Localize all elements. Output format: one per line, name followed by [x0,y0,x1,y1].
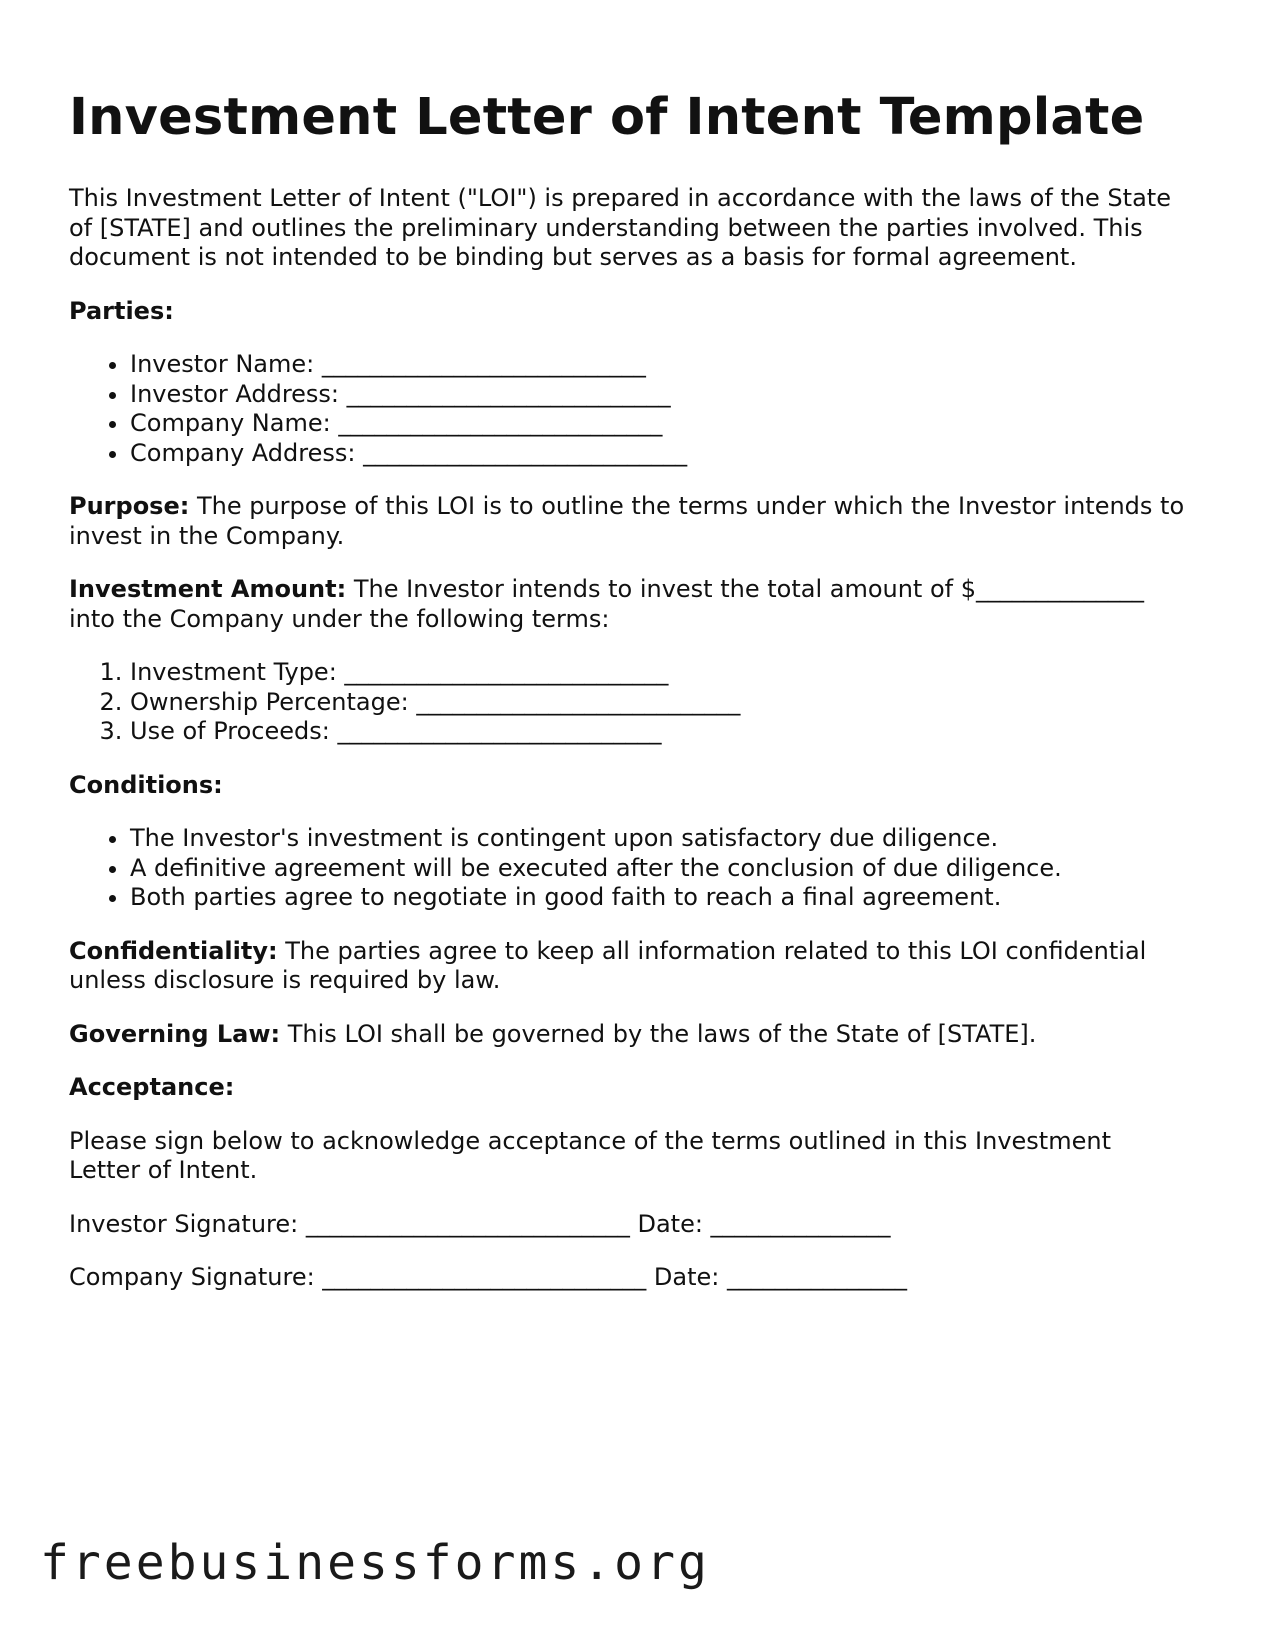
document-page [69,84,1189,1293]
intro-paragraph: This Investment Letter of Intent ("LOI") is prepared in accordance with the laws of the State of [STATE] and outlines the preliminary understanding between the parties involved. This document is not intended to be binding but serves as a basis for formal agreement. [69,184,1171,271]
list-item-company-name: • Company Name: ___________________________ [130,409,1189,439]
investment-terms-list [69,658,1189,747]
acceptance-paragraph: Please sign below to acknowledge acceptance of the terms outlined in this Investment Letter of Intent. [69,1126,1111,1184]
governing-law-paragraph [69,1020,1189,1050]
parties-list [69,350,1189,468]
document-title: Investment Letter of Intent Template [69,88,1145,147]
governing-law-lead: Governing Law: [69,1019,281,1048]
site-watermark: freebusinessforms.org [40,1535,710,1591]
confidentiality-text: The parties agree to keep all information related to this LOI confidential unless disclosure is required by law. [69,936,1147,994]
investment-amount-paragraph [69,575,1189,634]
investment-amount-lead: Investment Amount: [69,575,347,603]
list-item-investor-address: • Investor Address: ___________________________ [130,380,1189,410]
list-item-company-address: • Company Address: ___________________________ [130,439,1189,469]
investment-amount-text: The Investor intends to invest the total amount of $______________ into the Company under the following terms: [69,575,1144,633]
company-signature-line: Company Signature: ___________________________ Date: _______________ [69,1263,908,1291]
conditions-list [69,824,1189,913]
list-item-investment-type: 1. Investment Type: ___________________________ [130,658,1189,688]
investor-signature-line: Investor Signature: ___________________________ Date: _______________ [69,1209,891,1238]
parties-heading: Parties: [69,296,174,325]
confidentiality-paragraph [69,937,1189,996]
purpose-paragraph [69,492,1189,551]
list-item-use-of-proceeds: 3. Use of Proceeds: ___________________________ [130,717,1189,747]
confidentiality-lead: Confidentiality: [69,936,278,965]
conditions-heading: Conditions: [69,770,223,799]
list-item-condition-due-diligence: • The Investor's investment is contingent upon satisfactory due diligence. [130,824,1189,854]
governing-law-text: This LOI shall be governed by the laws of the State of [STATE]. [280,1019,1037,1048]
list-item-condition-definitive-agreement: • A definitive agreement will be executed after the conclusion of due diligence. [130,854,1189,884]
list-item-condition-good-faith: • Both parties agree to negotiate in good faith to reach a final agreement. [130,883,1189,913]
list-item-investor-name: • Investor Name: ___________________________ [130,350,1189,380]
purpose-lead: Purpose: [69,492,190,520]
purpose-text: The purpose of this LOI is to outline the terms under which the Investor intends to invest in the Company. [69,492,1185,550]
list-item-ownership-percentage: 2. Ownership Percentage: ___________________________ [130,688,1189,718]
acceptance-heading: Acceptance: [69,1073,235,1101]
